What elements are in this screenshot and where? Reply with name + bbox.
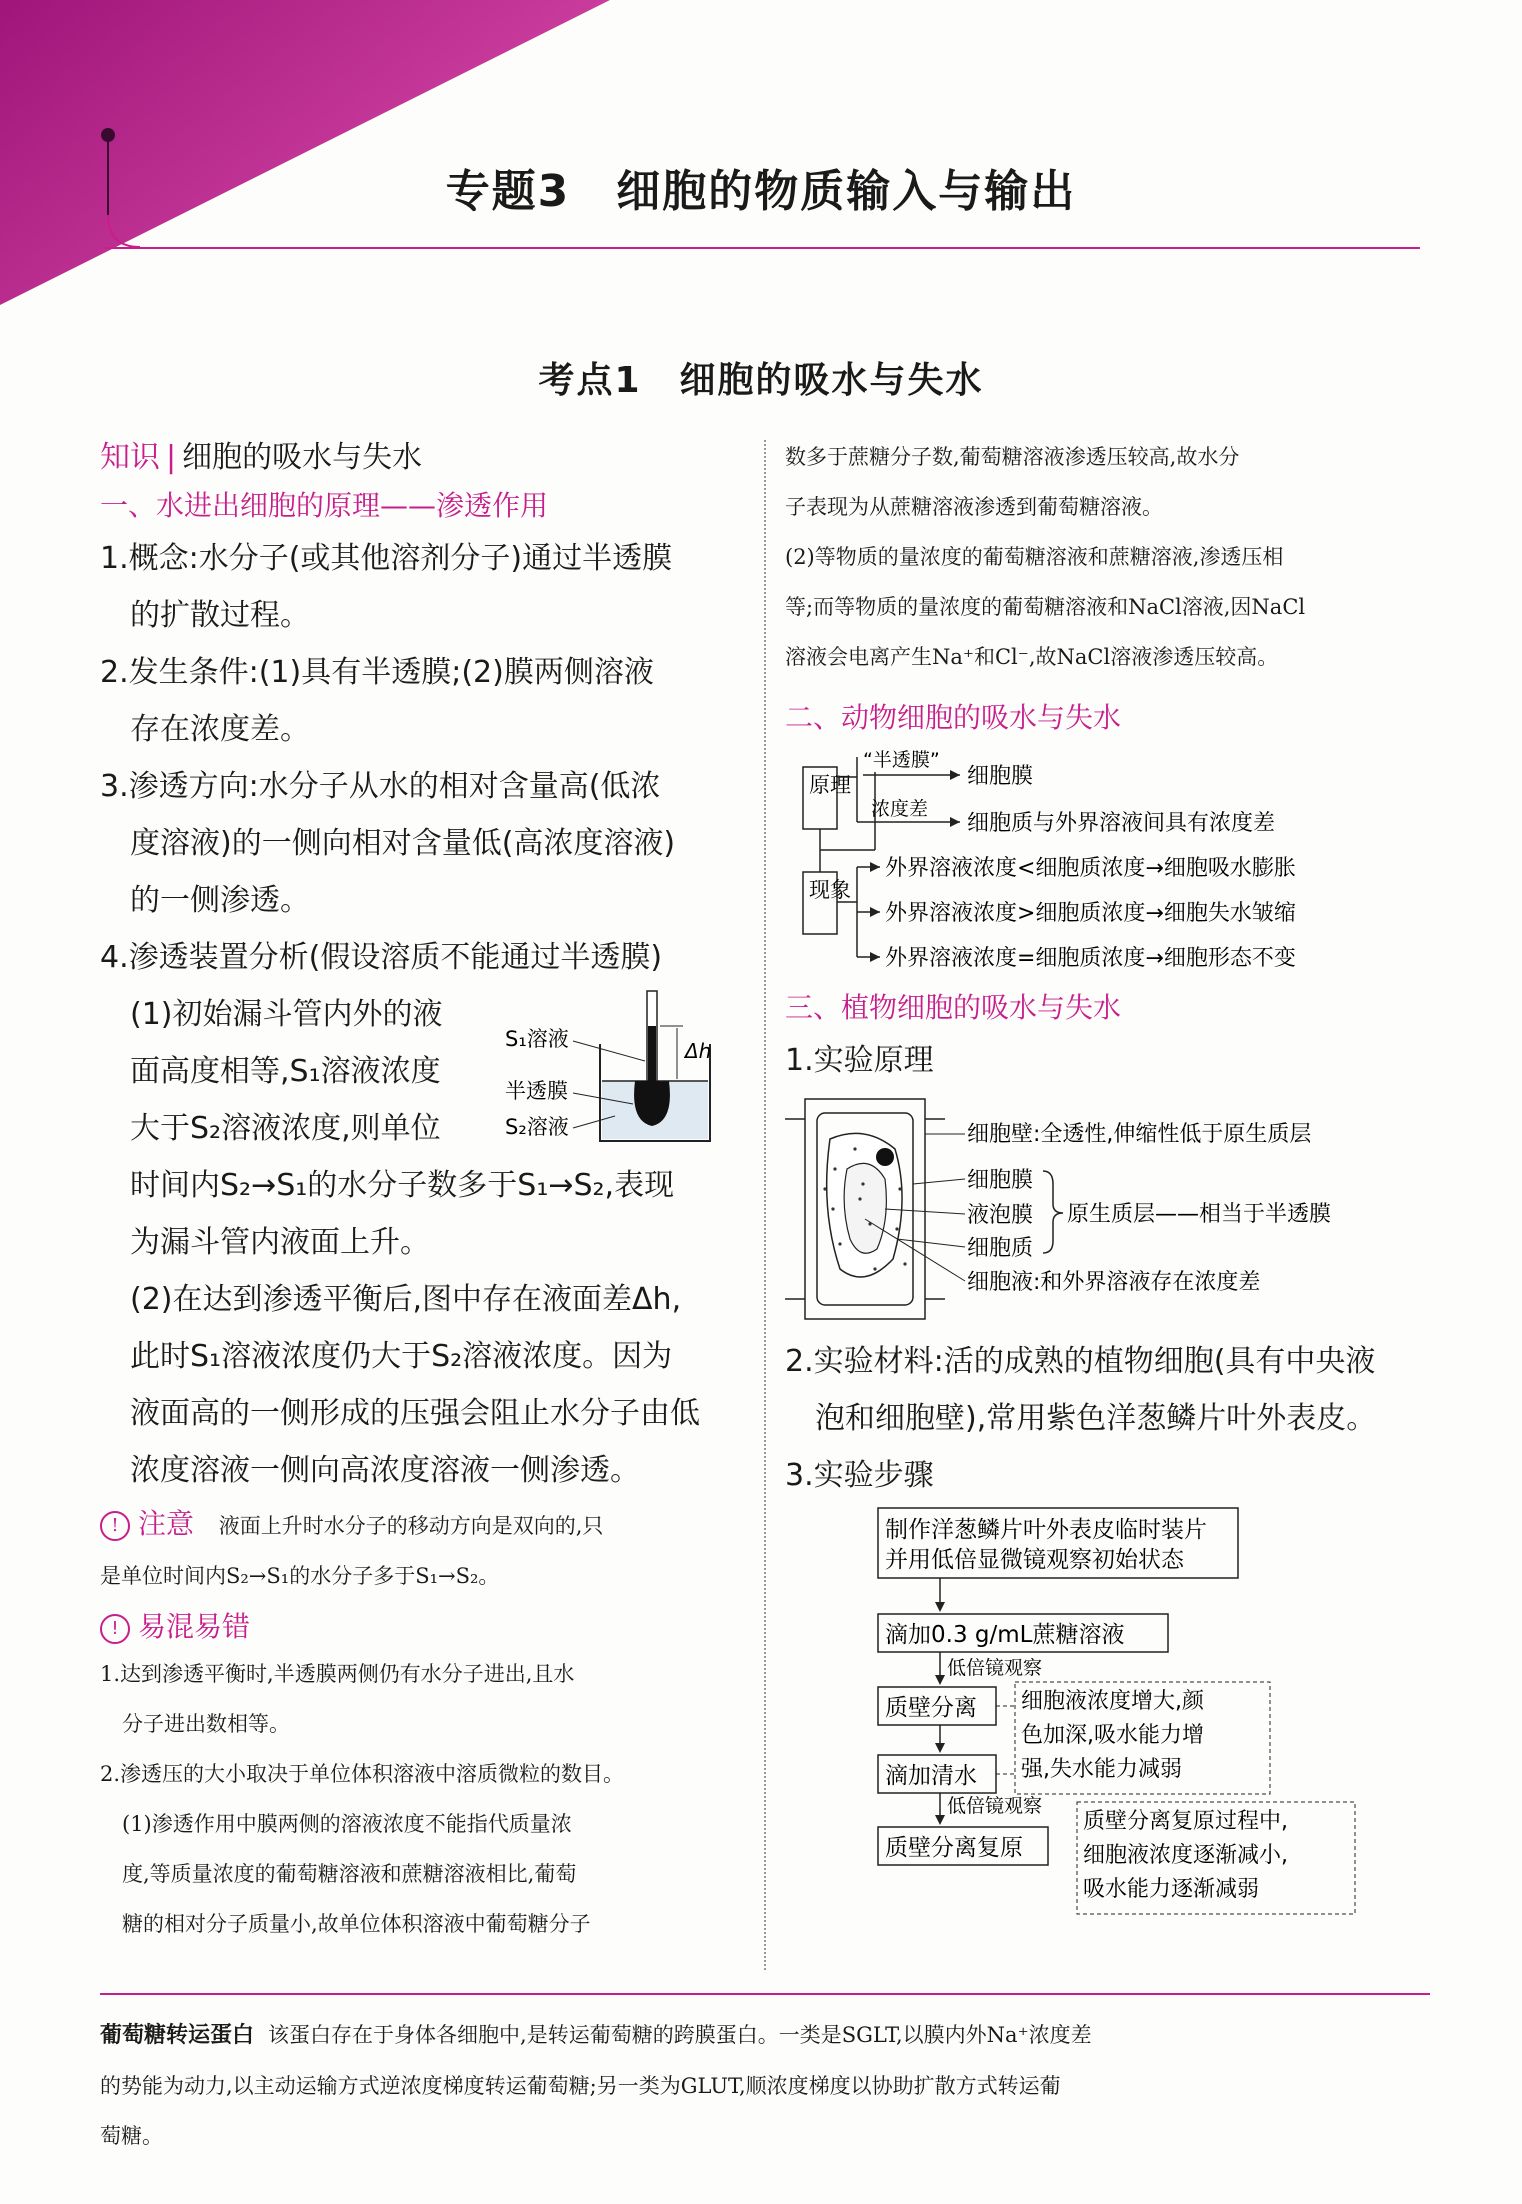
confuse-heading: ! 易混易错	[100, 1605, 745, 1645]
concentration-diff-label: 浓度差	[871, 798, 929, 820]
step-1: 1.实验原理	[785, 1043, 934, 1078]
right-line-4: 等;而等物质的量浓度的葡萄糖溶液和NaCl溶液,因NaCl	[785, 595, 1306, 619]
para-5d: 浓度溶液一侧向高浓度溶液一侧渗透。	[130, 1453, 640, 1488]
confuse-1a: 1.达到渗透平衡时,半透膜两侧仍有水分子进出,且水	[100, 1662, 575, 1686]
flow-note-2a: 质壁分离复原过程中,	[1083, 1809, 1288, 1834]
para-5a: (2)在达到渗透平衡后,图中存在液面差Δh,	[130, 1282, 682, 1317]
note-line-a: ! 注意 液面上升时水分子的移动方向是双向的,只	[100, 1499, 745, 1551]
right-line-1: 数多于蔗糖分子数,葡萄糖溶液渗透压较高,故水分	[785, 445, 1240, 469]
knowledge-tag: 知识	[100, 440, 160, 475]
right-line-2: 子表现为从蔗糖溶液渗透到葡萄糖溶液。	[785, 495, 1163, 519]
plant-cell-diagram	[785, 1089, 1430, 1329]
footer-line-1: 葡萄糖转运蛋白 该蛋白存在于身体各细胞中,是转运葡萄糖的跨膜蛋白。一类是SGLT,以膜内外Na⁺浓度差	[100, 2023, 1092, 2048]
phenomenon-1: 外界溶液浓度<细胞质浓度→细胞吸水膨胀	[885, 856, 1296, 881]
confuse-2: 2.渗透压的大小取决于单位体积溶液中溶质微粒的数目。	[100, 1762, 625, 1786]
phenomenon-label: 现象	[809, 878, 851, 902]
experiment-flowchart	[785, 1504, 1430, 1924]
topic-title: 考点1 细胞的吸水与失水	[538, 360, 984, 401]
osmosis-apparatus-figure	[505, 986, 745, 1156]
osmosis-block	[100, 986, 745, 1157]
cytoplasm-label: 细胞质	[967, 1236, 1034, 1261]
right-line-3: (2)等物质的量浓度的葡萄糖溶液和蔗糖溶液,渗透压相	[785, 545, 1284, 569]
footer-line-2: 的势能为动力,以主动运输方式逆浓度梯度转运葡萄糖;另一类为GLUT,顺浓度梯度以协助扩散方式转运葡	[100, 2074, 1061, 2098]
section-1-heading: 一、水进出细胞的原理——渗透作用	[100, 489, 549, 522]
footer-heading: 葡萄糖转运蛋白	[100, 2023, 255, 2048]
section-2-heading: 二、动物细胞的吸水与失水	[785, 701, 1122, 734]
para-4c: 大于S₂溶液浓度,则单位	[130, 1111, 441, 1146]
cell-wall-label: 细胞壁:全透性,伸缩性低于原生质层	[967, 1122, 1312, 1147]
para-2b: 存在浓度差。	[130, 712, 310, 747]
flow-note-2c: 吸水能力逐渐减弱	[1083, 1877, 1260, 1902]
phenomenon-3: 外界溶液浓度=细胞质浓度→细胞形态不变	[885, 946, 1296, 971]
observe-label-1: 低倍镜观察	[947, 1657, 1043, 1679]
flow-step-3: 质壁分离	[885, 1695, 977, 1721]
exclamation-icon: !	[100, 1511, 130, 1541]
para-5c: 液面高的一侧形成的压强会阻止水分子由低	[130, 1396, 700, 1431]
section-3-heading: 三、植物细胞的吸水与失水	[785, 991, 1122, 1024]
exclamation-icon: !	[100, 1614, 130, 1644]
concentration-diff-text: 细胞质与外界溶液间具有浓度差	[967, 811, 1276, 836]
step-2b: 泡和细胞壁),常用紫色洋葱鳞片叶外表皮。	[815, 1401, 1377, 1436]
delta-h-label: Δh	[685, 1039, 712, 1063]
para-3a: 3.渗透方向:水分子从水的相对含量高(低浓	[100, 769, 661, 804]
para-3c: 的一侧渗透。	[130, 883, 310, 918]
footer-rule	[100, 1993, 1430, 1995]
para-4e: 为漏斗管内液面上升。	[130, 1225, 430, 1260]
flow-step-5: 质壁分离复原	[885, 1835, 1023, 1861]
flow-step-4: 滴加清水	[885, 1763, 977, 1789]
membrane-label: 半透膜	[505, 1079, 568, 1103]
flow-note-1b: 色加深,吸水能力增	[1021, 1723, 1204, 1748]
semi-membrane-label: “半透膜”	[863, 749, 940, 771]
cell-membrane-text: 细胞膜	[967, 764, 1034, 789]
observe-label-2: 低倍镜观察	[947, 1795, 1043, 1817]
right-column	[785, 432, 1430, 1928]
para-4a: (1)初始漏斗管内外的液	[130, 997, 443, 1032]
vacuole-membrane-label: 液泡膜	[967, 1203, 1034, 1228]
footer-line-3: 萄糖。	[100, 2124, 163, 2148]
confuse-2b: 度,等质量浓度的葡萄糖溶液和蔗糖溶液相比,葡萄	[122, 1862, 577, 1886]
note-heading: ! 注意	[100, 1507, 194, 1540]
note-line-b: 是单位时间内S₂→S₁的水分子多于S₁→S₂。	[100, 1564, 500, 1588]
knowledge-heading: 知识 | 细胞的吸水与失水	[100, 440, 423, 475]
flow-step-2: 滴加0.3 g/mL蔗糖溶液	[885, 1622, 1125, 1648]
flow-step-1a: 制作洋葱鳞片叶外表皮临时装片	[885, 1517, 1207, 1543]
para-2a: 2.发生条件:(1)具有半透膜;(2)膜两侧溶液	[100, 655, 654, 690]
flow-note-1a: 细胞液浓度增大,颜	[1021, 1689, 1204, 1714]
step-2a: 2.实验材料:活的成熟的植物细胞(具有中央液	[785, 1344, 1376, 1379]
para-5b: 此时S₁溶液浓度仍大于S₂溶液浓度。因为	[130, 1339, 673, 1374]
title-rule	[105, 247, 1420, 249]
cell-sap-label: 细胞液:和外界溶液存在浓度差	[967, 1270, 1261, 1295]
s1-label: S₁溶液	[505, 1027, 569, 1051]
para-1a: 1.概念:水分子(或其他溶剂分子)通过半透膜	[100, 541, 673, 576]
animal-cell-diagram	[785, 742, 1430, 972]
para-4: 4.渗透装置分析(假设溶质不能通过半透膜)	[100, 940, 663, 975]
para-4b: 面高度相等,S₁溶液浓度	[130, 1054, 441, 1089]
right-line-5: 溶液会电离产生Na⁺和Cl⁻,故NaCl溶液渗透压较高。	[785, 645, 1279, 669]
protoplast-label: 原生质层——相当于半透膜	[1067, 1202, 1332, 1227]
flow-note-1c: 强,失水能力减弱	[1021, 1757, 1182, 1782]
column-divider	[764, 440, 766, 1970]
flow-step-1b: 并用低倍显微镜观察初始状态	[885, 1547, 1184, 1573]
s2-label: S₂溶液	[505, 1115, 569, 1139]
cell-membrane-label: 细胞膜	[967, 1168, 1034, 1193]
footer-note	[100, 2010, 1430, 2161]
principle-label: 原理	[809, 773, 851, 797]
confuse-2a: (1)渗透作用中膜两侧的溶液浓度不能指代质量浓	[122, 1812, 572, 1836]
phenomenon-2: 外界溶液浓度>细胞质浓度→细胞失水皱缩	[885, 901, 1296, 926]
para-3b: 度溶液)的一侧向相对含量低(高浓度溶液)	[130, 826, 676, 861]
chapter-title: 专题3 细胞的物质输入与输出	[445, 166, 1077, 217]
para-4d: 时间内S₂→S₁的水分子数多于S₁→S₂,表现	[130, 1168, 675, 1203]
confuse-1b: 分子进出数相等。	[122, 1712, 290, 1736]
para-1b: 的扩散过程。	[130, 598, 310, 633]
knowledge-title: 细胞的吸水与失水	[182, 440, 423, 475]
flow-note-2b: 细胞液浓度逐渐减小,	[1083, 1843, 1288, 1868]
step-3: 3.实验步骤	[785, 1458, 934, 1493]
left-column	[100, 432, 745, 1949]
confuse-2c: 糖的相对分子质量小,故单位体积溶液中葡萄糖分子	[122, 1912, 591, 1936]
